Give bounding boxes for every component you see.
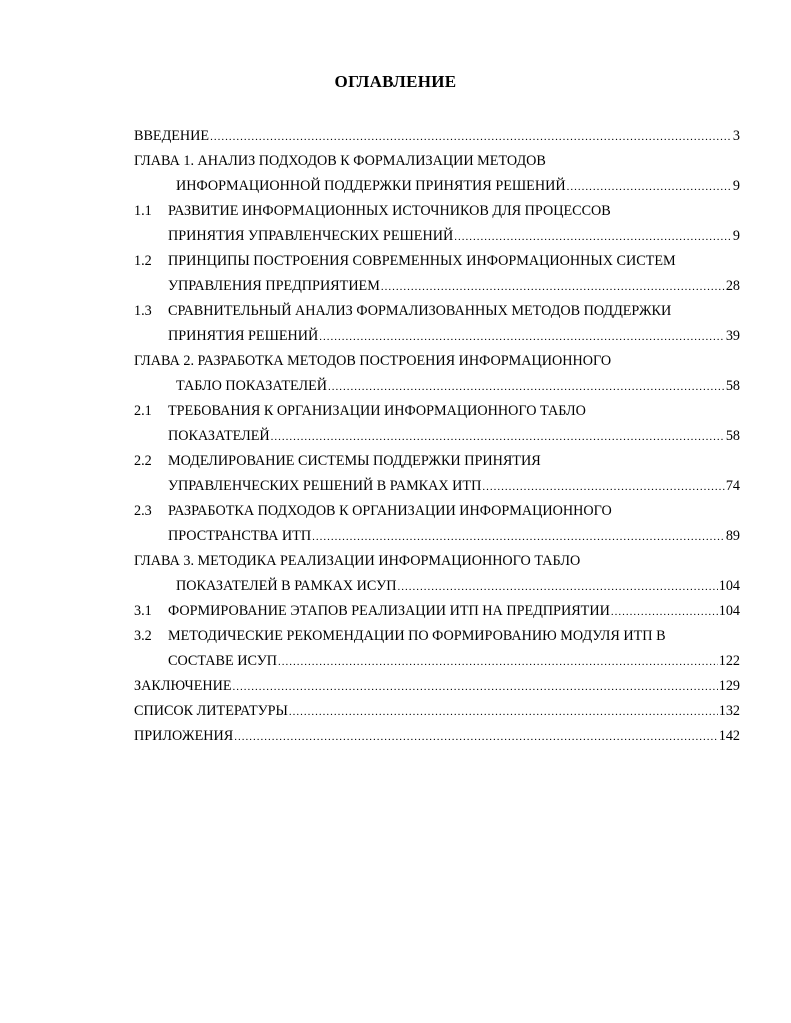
toc-entry-text: ПРИНЦИПЫ ПОСТРОЕНИЯ СОВРЕМЕННЫХ ИНФОРМАЦИОННЫХ СИСТЕМ <box>168 253 676 269</box>
toc-entry-text: ГЛАВА 1. АНАЛИЗ ПОДХОДОВ К ФОРМАЛИЗАЦИИ МЕТОДОВ <box>134 153 546 169</box>
toc-section-number: 3.2 <box>134 628 152 644</box>
toc-chapter-1-line1 <box>134 149 740 174</box>
toc-chapter-1-line2 <box>134 174 740 199</box>
toc-entry-text: РАЗВИТИЕ ИНФОРМАЦИОННЫХ ИСТОЧНИКОВ ДЛЯ ПРОЦЕССОВ <box>168 203 611 219</box>
toc-page-number: 28 <box>725 278 740 294</box>
toc-section-2-1-line2 <box>134 424 740 449</box>
leader-dots <box>482 475 724 500</box>
table-of-contents <box>134 124 740 749</box>
leader-dots <box>611 600 718 625</box>
toc-entry-text: ГЛАВА 2. РАЗРАБОТКА МЕТОДОВ ПОСТРОЕНИЯ ИНФОРМАЦИОННОГО <box>134 353 612 369</box>
toc-entry-text: СРАВНИТЕЛЬНЫЙ АНАЛИЗ ФОРМАЛИЗОВАННЫХ МЕТОДОВ ПОДДЕРЖКИ <box>168 303 672 319</box>
toc-page-number: 132 <box>718 703 740 719</box>
leader-dots <box>278 650 718 675</box>
toc-page-number: 104 <box>718 603 740 619</box>
toc-section-1-2-line2 <box>134 274 740 299</box>
leader-dots <box>328 375 725 400</box>
toc-entry-text: ПРИЛОЖЕНИЯ <box>134 728 234 744</box>
leader-dots <box>567 175 732 200</box>
leader-dots <box>454 225 732 250</box>
toc-entry-intro <box>134 124 740 149</box>
toc-entry-text: УПРАВЛЕНЧЕСКИХ РЕШЕНИЙ В РАМКАХ ИТП <box>168 478 482 494</box>
toc-section-number: 1.3 <box>134 303 152 319</box>
toc-section-3-1 <box>134 599 740 624</box>
toc-section-1-1-line2 <box>134 224 740 249</box>
leader-dots <box>271 425 725 450</box>
toc-entry-text: МЕТОДИЧЕСКИЕ РЕКОМЕНДАЦИИ ПО ФОРМИРОВАНИЮ МОДУЛЯ ИТП В <box>168 628 666 644</box>
toc-chapter-2-line2 <box>134 374 740 399</box>
toc-section-1-3-line1 <box>134 299 740 324</box>
toc-chapter-3-line1 <box>134 549 740 574</box>
leader-dots <box>381 275 725 300</box>
toc-page-number: 89 <box>725 528 740 544</box>
toc-entry-text: ФОРМИРОВАНИЕ ЭТАПОВ РЕАЛИЗАЦИИ ИТП НА ПРЕДПРИЯТИИ <box>168 603 610 619</box>
toc-entry-text: ТРЕБОВАНИЯ К ОРГАНИЗАЦИИ ИНФОРМАЦИОННОГО ТАБЛО <box>168 403 586 419</box>
toc-entry-conclusion <box>134 674 740 699</box>
leader-dots <box>312 525 725 550</box>
toc-section-number: 2.1 <box>134 403 152 419</box>
toc-section-number: 1.1 <box>134 203 152 219</box>
toc-entry-references <box>134 699 740 724</box>
toc-chapter-2-line1 <box>134 349 740 374</box>
toc-entry-text: ПОКАЗАТЕЛЕЙ <box>168 428 270 444</box>
leader-dots <box>233 675 718 700</box>
toc-page-number: 142 <box>718 728 740 744</box>
toc-section-2-2-line1 <box>134 449 740 474</box>
toc-section-2-3-line2 <box>134 524 740 549</box>
leader-dots <box>234 725 717 750</box>
toc-section-number: 2.3 <box>134 503 152 519</box>
toc-entry-text: ГЛАВА 3. МЕТОДИКА РЕАЛИЗАЦИИ ИНФОРМАЦИОННОГО ТАБЛО <box>134 553 581 569</box>
toc-entry-text: МОДЕЛИРОВАНИЕ СИСТЕМЫ ПОДДЕРЖКИ ПРИНЯТИЯ <box>168 453 541 469</box>
toc-entry-text: РАЗРАБОТКА ПОДХОДОВ К ОРГАНИЗАЦИИ ИНФОРМАЦИОННОГО <box>168 503 612 519</box>
toc-section-3-2-line2 <box>134 649 740 674</box>
toc-page-number: 9 <box>732 178 740 194</box>
toc-page-number: 9 <box>732 228 740 244</box>
toc-section-number: 1.2 <box>134 253 152 269</box>
leader-dots <box>319 325 725 350</box>
toc-entry-text: ТАБЛО ПОКАЗАТЕЛЕЙ <box>176 378 328 394</box>
toc-section-2-2-line2 <box>134 474 740 499</box>
toc-section-3-2-line1 <box>134 624 740 649</box>
toc-page-number: 39 <box>725 328 740 344</box>
toc-section-number: 3.1 <box>134 603 152 619</box>
toc-entry-text: ИНФОРМАЦИОННОЙ ПОДДЕРЖКИ ПРИНЯТИЯ РЕШЕНИЙ <box>176 178 566 194</box>
toc-page-number: 122 <box>718 653 740 669</box>
toc-page-number: 58 <box>725 378 740 394</box>
leader-dots <box>289 700 718 725</box>
toc-page-number: 74 <box>725 478 740 494</box>
toc-entry-text: УПРАВЛЕНИЯ ПРЕДПРИЯТИЕМ <box>168 278 380 294</box>
toc-section-1-2-line1 <box>134 249 740 274</box>
toc-entry-text: ПРИНЯТИЯ УПРАВЛЕНЧЕСКИХ РЕШЕНИЙ <box>168 228 454 244</box>
leader-dots <box>210 125 732 150</box>
toc-page-number: 129 <box>718 678 740 694</box>
toc-entry-text: СОСТАВЕ ИСУП <box>168 653 278 669</box>
toc-section-2-1-line1 <box>134 399 740 424</box>
toc-section-number: 2.2 <box>134 453 152 469</box>
toc-section-1-1-line1 <box>134 199 740 224</box>
toc-page-number: 3 <box>732 128 740 144</box>
toc-entry-text: ПРОСТРАНСТВА ИТП <box>168 528 312 544</box>
toc-section-2-3-line1 <box>134 499 740 524</box>
leader-dots <box>397 575 717 600</box>
toc-entry-text: ПОКАЗАТЕЛЕЙ В РАМКАХ ИСУП <box>176 578 397 594</box>
toc-entry-text: ПРИНЯТИЯ РЕШЕНИЙ <box>168 328 319 344</box>
toc-chapter-3-line2 <box>134 574 740 599</box>
toc-entry-text: СПИСОК ЛИТЕРАТУРЫ <box>134 703 288 719</box>
toc-section-1-3-line2 <box>134 324 740 349</box>
toc-entry-text: ВВЕДЕНИЕ <box>134 128 210 144</box>
toc-entry-appendices <box>134 724 740 749</box>
page-title: ОГЛАВЛЕНИЕ <box>334 72 457 91</box>
toc-page-number: 104 <box>718 578 740 594</box>
toc-page-number: 58 <box>725 428 740 444</box>
toc-entry-text: ЗАКЛЮЧЕНИЕ <box>134 678 232 694</box>
